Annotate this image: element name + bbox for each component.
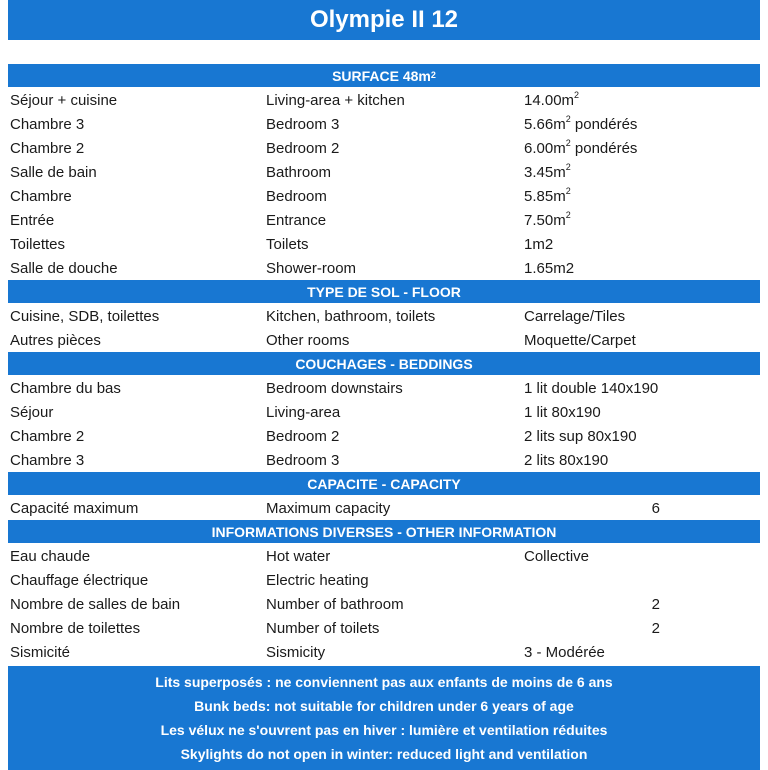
section-header-beddings: COUCHAGES - BEDDINGS (8, 352, 760, 376)
table-row (8, 640, 760, 664)
value: 2 (651, 595, 660, 613)
value-text: 14.00m (524, 91, 575, 109)
value-text: 5.85m (524, 187, 566, 205)
value-text: 6.00m (524, 139, 566, 157)
section-header-floor: TYPE DE SOL - FLOOR (8, 280, 760, 304)
value: 3 - Modérée (524, 643, 605, 661)
label-en: Living-area + kitchen (266, 91, 405, 109)
label-fr: Capacité maximum (10, 499, 139, 517)
label-en: Bedroom 3 (266, 115, 340, 133)
label-en: Entrance (266, 211, 327, 229)
value (524, 185, 760, 205)
label-fr: Cuisine, SDB, toilettes (10, 307, 160, 325)
value (524, 236, 760, 253)
value-text: 3.45m (524, 163, 566, 181)
section-header-surface: SURFACE 48m $^2$ (8, 64, 760, 88)
label-en: Bedroom 2 (266, 139, 340, 157)
label-en: Toilets (266, 235, 309, 253)
table-row (8, 232, 760, 256)
value-text: 1.65m2 (524, 259, 575, 277)
table-row (8, 544, 760, 568)
warning-notes (8, 666, 760, 770)
value (524, 260, 760, 277)
value-text: 7.50m (524, 211, 566, 229)
value: Collective (524, 547, 590, 565)
label-en: Electric heating (266, 571, 369, 589)
label-fr: Séjour + cuisine (10, 91, 118, 109)
label-fr: Chambre 3 (10, 115, 85, 133)
value (524, 209, 760, 229)
label-en: Bedroom (266, 187, 327, 205)
table-row (8, 184, 760, 208)
note-bunk-beds-en: Bunk beds: not suitable for children under 6 years of age (194, 698, 574, 714)
value-suffix: pondérés (570, 115, 638, 133)
label-fr: Eau chaude (10, 547, 91, 565)
value-sup: 2 (565, 185, 571, 196)
label-fr: Chambre (10, 187, 72, 205)
table-row (8, 496, 760, 520)
table-row (8, 160, 760, 184)
label-fr: Toilettes (10, 235, 66, 253)
label-fr: Chambre du bas (10, 379, 121, 397)
note-bunk-beds-fr: Lits superposés : ne conviennent pas aux enfants de moins de 6 ans (155, 674, 613, 690)
value: 2 (651, 619, 660, 637)
note-skylights-fr: Les vélux ne s'ouvrent pas en hiver : lumière et ventilation réduites (160, 722, 608, 738)
label-en: Bedroom 2 (266, 427, 340, 445)
label-en: Sismicity (266, 643, 326, 661)
table-row (8, 592, 760, 616)
value-sup: 2 (565, 113, 571, 124)
label-fr: Entrée (10, 211, 55, 229)
value: Moquette/Carpet (524, 331, 636, 349)
label-en: Living-area (266, 403, 341, 421)
value-sup: 2 (565, 161, 571, 172)
table-row (8, 400, 760, 424)
table-row (8, 256, 760, 280)
label-fr: Nombre de toilettes (10, 619, 141, 637)
table-row (8, 88, 760, 112)
table-row (8, 616, 760, 640)
page-title: Olympie II 12 (8, 0, 760, 40)
surface-header-text: SURFACE 48m (332, 67, 431, 84)
value: 6 (651, 499, 660, 517)
label-en: Maximum capacity (266, 499, 391, 517)
value (524, 89, 760, 109)
table-row (8, 136, 760, 160)
value-text: 5.66m (524, 115, 566, 133)
value (524, 137, 760, 157)
section-header-capacity: CAPACITE - CAPACITY (8, 472, 760, 496)
property-sheet (8, 64, 760, 770)
value-text: 1m2 (524, 235, 554, 253)
value-sup: 2 (565, 209, 571, 220)
value-sup: 2 (565, 137, 571, 148)
value: 2 lits 80x190 (524, 451, 609, 469)
label-en: Kitchen, bathroom, toilets (266, 307, 436, 325)
table-row (8, 376, 760, 400)
label-en: Hot water (266, 547, 331, 565)
table-row (8, 424, 760, 448)
label-en: Bedroom 3 (266, 451, 340, 469)
table-row (8, 304, 760, 328)
value-sup: 2 (574, 89, 580, 100)
label-fr: Chauffage électrique (10, 571, 149, 589)
value: 1 lit 80x190 (524, 403, 601, 421)
label-fr: Salle de douche (10, 259, 118, 277)
label-fr: Chambre 3 (10, 451, 85, 469)
label-en: Bathroom (266, 163, 332, 181)
table-row (8, 328, 760, 352)
label-en: Bedroom downstairs (266, 379, 403, 397)
table-row (8, 112, 760, 136)
label-en: Shower-room (266, 259, 357, 277)
note-skylights-en: Skylights do not open in winter: reduced light and ventilation (180, 746, 588, 762)
label-fr: Chambre 2 (10, 139, 85, 157)
value (524, 113, 760, 133)
table-row (8, 448, 760, 472)
table-row (8, 208, 760, 232)
label-en: Other rooms (266, 331, 350, 349)
label-fr: Salle de bain (10, 163, 97, 181)
label-en: Number of toilets (266, 619, 380, 637)
label-fr: Autres pièces (10, 331, 101, 349)
value (524, 161, 760, 181)
label-fr: Sismicité (10, 643, 71, 661)
value: 2 lits sup 80x190 (524, 427, 637, 445)
label-fr: Nombre de salles de bain (10, 595, 181, 613)
table-row (8, 568, 760, 592)
label-fr: Chambre 2 (10, 427, 85, 445)
section-header-other: INFORMATIONS DIVERSES - OTHER INFORMATION (8, 520, 760, 544)
value: Carrelage/Tiles (524, 307, 626, 325)
value: 1 lit double 140x190 (524, 379, 659, 397)
label-en: Number of bathroom (266, 595, 404, 613)
label-fr: Séjour (10, 403, 54, 421)
value-suffix: pondérés (570, 139, 638, 157)
